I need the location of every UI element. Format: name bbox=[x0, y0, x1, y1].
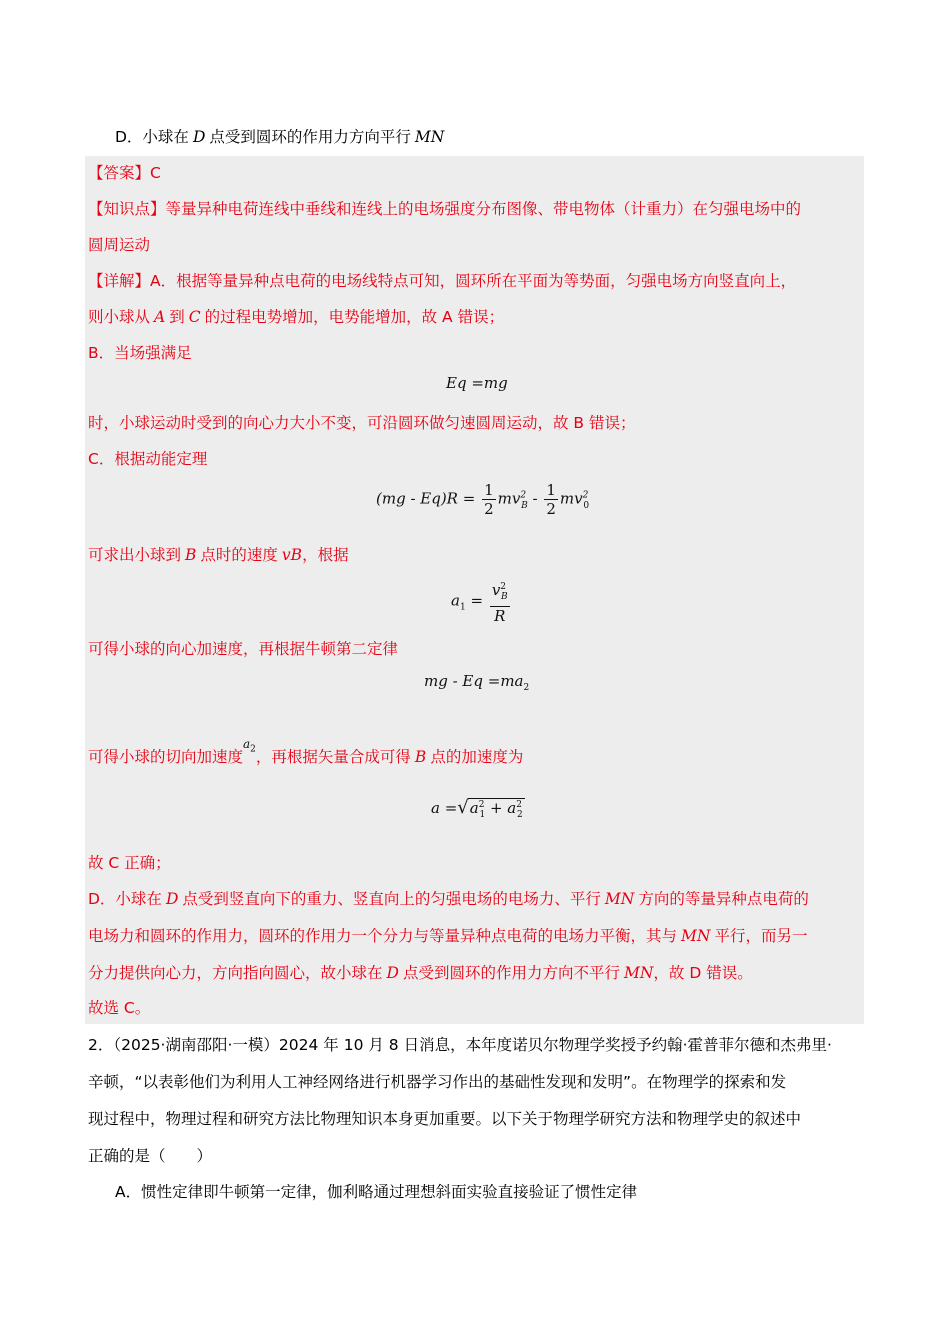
detail-d-line-2: 电场力和圆环的作用力，圆环的作用力一个分力与等量异种点电荷的电场力平衡，其与 MN 平行，而另一 bbox=[88, 927, 808, 945]
knowledge-line-1: 【知识点】等量异种电荷连线中垂线和连线上的电场强度分布图像、带电物体（计重力）在匀强电场中的 bbox=[88, 200, 802, 218]
equation-newton-second-law: mg - $Eq =ma_2$ bbox=[424, 672, 530, 693]
equation-resultant-acceleration: $a =√a^2_1 + a^2_2$ bbox=[431, 797, 523, 820]
detail-d-line-3: 分力提供向心力，方向指向圆心，故小球在 D 点受到圆环的作用力方向不平行 MN，故 D 错误。 bbox=[88, 964, 753, 982]
sqrt-content: $a^2_1 + a^2_2$ bbox=[469, 799, 523, 820]
knowledge-line-2: 圆周运动 bbox=[88, 236, 151, 254]
question2-line-2: 辛顿，“以表彰他们为利用人工神经网络进行机器学习作出的基础性发现和发明”。在物理学的探索和发 bbox=[88, 1073, 787, 1091]
detail-a-line-2: 则小球从 A 到 C 的过程电势增加，电势能增加，故 A 错误； bbox=[88, 308, 505, 326]
detail-c-line-4: 可得小球的切向加速度$^{a_2}$，再根据矢量合成可得 B 点的加速度为 bbox=[88, 737, 524, 766]
detail-d-line-1: D．小球在 D 点受到竖直向下的重力、竖直向上的匀强电场的电场力、平行 MN 方向的等量异种点电荷的 bbox=[88, 890, 809, 908]
detail-b-line-2: 时，小球运动时受到的向心力大小不变，可沿圆环做匀速圆周运动，故 B 错误； bbox=[88, 414, 636, 432]
equation-kinetic-energy: (mg - Eq)R = $\frac{1}{2}$ $mv^2_B$ - $\frac{1}{2}$ $mv^2_0$ bbox=[376, 481, 590, 518]
question2-option-a: A．惯性定律即牛顿第一定律，伽利略通过理想斜面实验直接验证了惯性定律 bbox=[115, 1183, 638, 1201]
detail-c-line-5: 故 C 正确； bbox=[88, 854, 171, 872]
fraction-half-1: $\frac{1}{2}$ bbox=[484, 481, 494, 518]
fraction-half-2: $\frac{1}{2}$ bbox=[546, 481, 556, 518]
fraction-v-over-r: $\frac{v^2_B}{R}$ bbox=[490, 578, 510, 625]
detail-b-line-1: B．当场强满足 bbox=[88, 344, 192, 362]
option-d-text: D．小球在 D 点受到圆环的作用力方向平行 MN bbox=[115, 128, 445, 146]
detail-c-line-2: 可求出小球到 B 点时的速度 vB，根据 bbox=[88, 546, 349, 564]
detail-a-line-1: 【详解】A．根据等量异种点电荷的电场线特点可知，圆环所在平面为等势面，匀强电场方向竖直向上， bbox=[88, 272, 797, 290]
detail-c-line-1: C．根据动能定理 bbox=[88, 450, 208, 468]
sqrt-sign: √ bbox=[457, 797, 469, 818]
detail-conclusion: 故选 C。 bbox=[88, 999, 151, 1017]
question2-line-4: 正确的是（ ） bbox=[88, 1147, 213, 1165]
question2-line-1: 2．（2025·湖南邵阳·一模）2024 年 10 月 8 日消息，本年度诺贝尔物理学奖授予约翰·霍普菲尔德和杰弗里· bbox=[88, 1036, 832, 1054]
answer-line: 【答案】C bbox=[88, 164, 161, 182]
detail-c-line-3: 可得小球的向心加速度，再根据牛顿第二定律 bbox=[88, 640, 399, 658]
equation-centripetal-acceleration: $a_1$ = $\frac{v^2_B}{R}$ bbox=[451, 578, 512, 625]
question2-line-3: 现过程中，物理过程和研究方法比物理知识本身更加重要。以下关于物理学研究方法和物理学史的叙述中 bbox=[88, 1110, 802, 1128]
equation-eq-mg: Eq =mg bbox=[446, 374, 508, 392]
